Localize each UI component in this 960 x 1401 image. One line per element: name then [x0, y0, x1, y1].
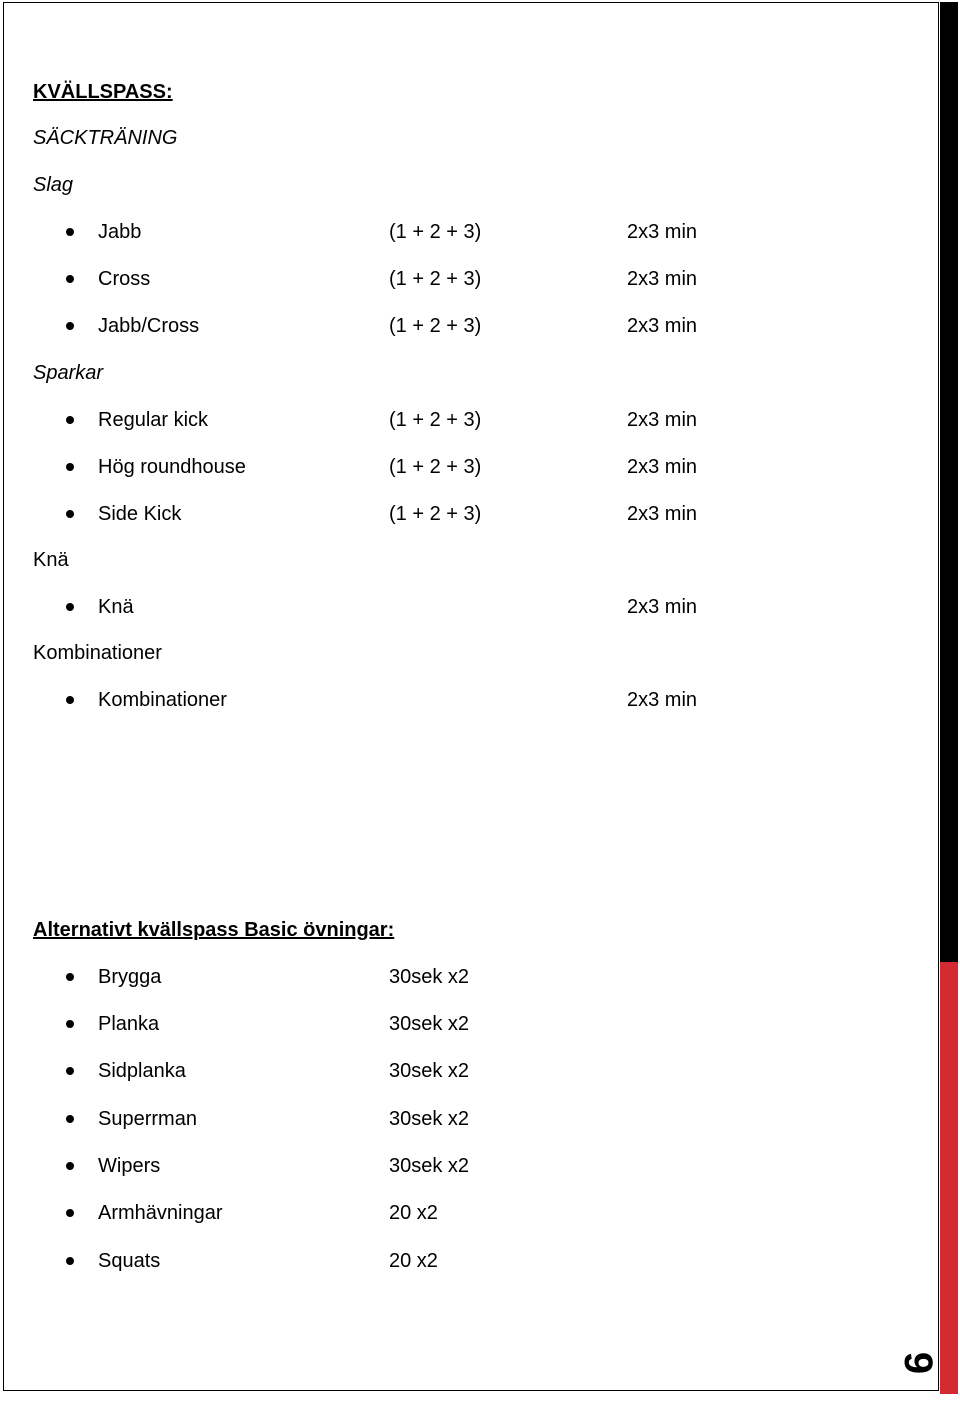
bullet-icon — [66, 275, 74, 283]
exercise-name: Superrman — [98, 1108, 197, 1130]
exercise-name: Wipers — [98, 1155, 161, 1177]
exercise-duration: 2x3 min — [627, 689, 698, 711]
exercise-reps: (1 + 2 + 3) — [389, 315, 482, 337]
list-item — [0, 1154, 930, 1178]
list-item — [0, 965, 930, 989]
evening-title: KVÄLLSPASS: — [33, 81, 173, 103]
exercise-name: Sidplanka — [98, 1060, 186, 1082]
exercise-name: Knä — [98, 596, 134, 618]
exercise-reps: 30sek x2 — [389, 1060, 470, 1082]
exercise-name: Hög roundhouse — [98, 456, 246, 478]
list-item — [0, 1249, 930, 1273]
exercise-reps: 20 x2 — [389, 1202, 438, 1224]
group-label-kombinationer: Kombinationer — [33, 642, 162, 664]
exercise-duration: 2x3 min — [627, 221, 698, 243]
bullet-icon — [66, 416, 74, 424]
exercise-duration: 2x3 min — [627, 409, 698, 431]
exercise-name: Side Kick — [98, 503, 182, 525]
bullet-icon — [66, 1115, 74, 1123]
exercise-duration: 2x3 min — [627, 503, 698, 525]
exercise-duration: 2x3 min — [627, 315, 698, 337]
exercise-duration: 2x3 min — [627, 596, 698, 618]
bullet-icon — [66, 1020, 74, 1028]
list-item — [0, 220, 930, 244]
bullet-icon — [66, 1067, 74, 1075]
group-label-slag: Slag — [33, 174, 74, 196]
bullet-icon — [66, 322, 74, 330]
exercise-reps: 30sek x2 — [389, 1013, 470, 1035]
exercise-reps: (1 + 2 + 3) — [389, 503, 482, 525]
exercise-name: Jabb/Cross — [98, 315, 200, 337]
exercise-reps: (1 + 2 + 3) — [389, 456, 482, 478]
bullet-icon — [66, 1257, 74, 1265]
exercise-duration: 2x3 min — [627, 268, 698, 290]
exercise-reps: (1 + 2 + 3) — [389, 221, 482, 243]
exercise-name: Squats — [98, 1250, 161, 1272]
group-label-kna: Knä — [33, 549, 69, 571]
list-item — [0, 1012, 930, 1036]
exercise-name: Planka — [98, 1013, 160, 1035]
exercise-duration: 2x3 min — [627, 456, 698, 478]
bullet-icon — [66, 228, 74, 236]
bullet-icon — [66, 603, 74, 611]
bullet-icon — [66, 1162, 74, 1170]
side-bar-black — [940, 2, 958, 962]
group-label-sparkar: Sparkar — [33, 362, 104, 384]
list-item — [0, 1107, 930, 1131]
exercise-name: Regular kick — [98, 409, 209, 431]
bullet-icon — [66, 1209, 74, 1217]
list-item — [0, 267, 930, 291]
list-item — [0, 1059, 930, 1083]
side-bar-red — [940, 962, 958, 1394]
bullet-icon — [66, 510, 74, 518]
list-item — [0, 1201, 930, 1225]
bullet-icon — [66, 973, 74, 981]
exercise-name: Brygga — [98, 966, 162, 988]
exercise-reps: (1 + 2 + 3) — [389, 268, 482, 290]
exercise-name: Cross — [98, 268, 151, 290]
exercise-reps: 30sek x2 — [389, 1155, 470, 1177]
exercise-name: Jabb — [98, 221, 142, 243]
bullet-icon — [66, 696, 74, 704]
list-item — [0, 688, 930, 712]
exercise-reps: 20 x2 — [389, 1250, 438, 1272]
exercise-reps: 30sek x2 — [389, 966, 470, 988]
bullet-icon — [66, 463, 74, 471]
exercise-reps: (1 + 2 + 3) — [389, 409, 482, 431]
list-item — [0, 502, 930, 526]
exercise-reps: 30sek x2 — [389, 1108, 470, 1130]
section-title: SÄCKTRÄNING — [33, 127, 178, 149]
list-item — [0, 595, 930, 619]
alternative-title: Alternativt kvällspass Basic övningar: — [33, 919, 395, 941]
page-number: 9 — [896, 1351, 940, 1375]
list-item — [0, 408, 930, 432]
exercise-name: Kombinationer — [98, 689, 227, 711]
list-item — [0, 455, 930, 479]
list-item — [0, 314, 930, 338]
exercise-name: Armhävningar — [98, 1202, 223, 1224]
